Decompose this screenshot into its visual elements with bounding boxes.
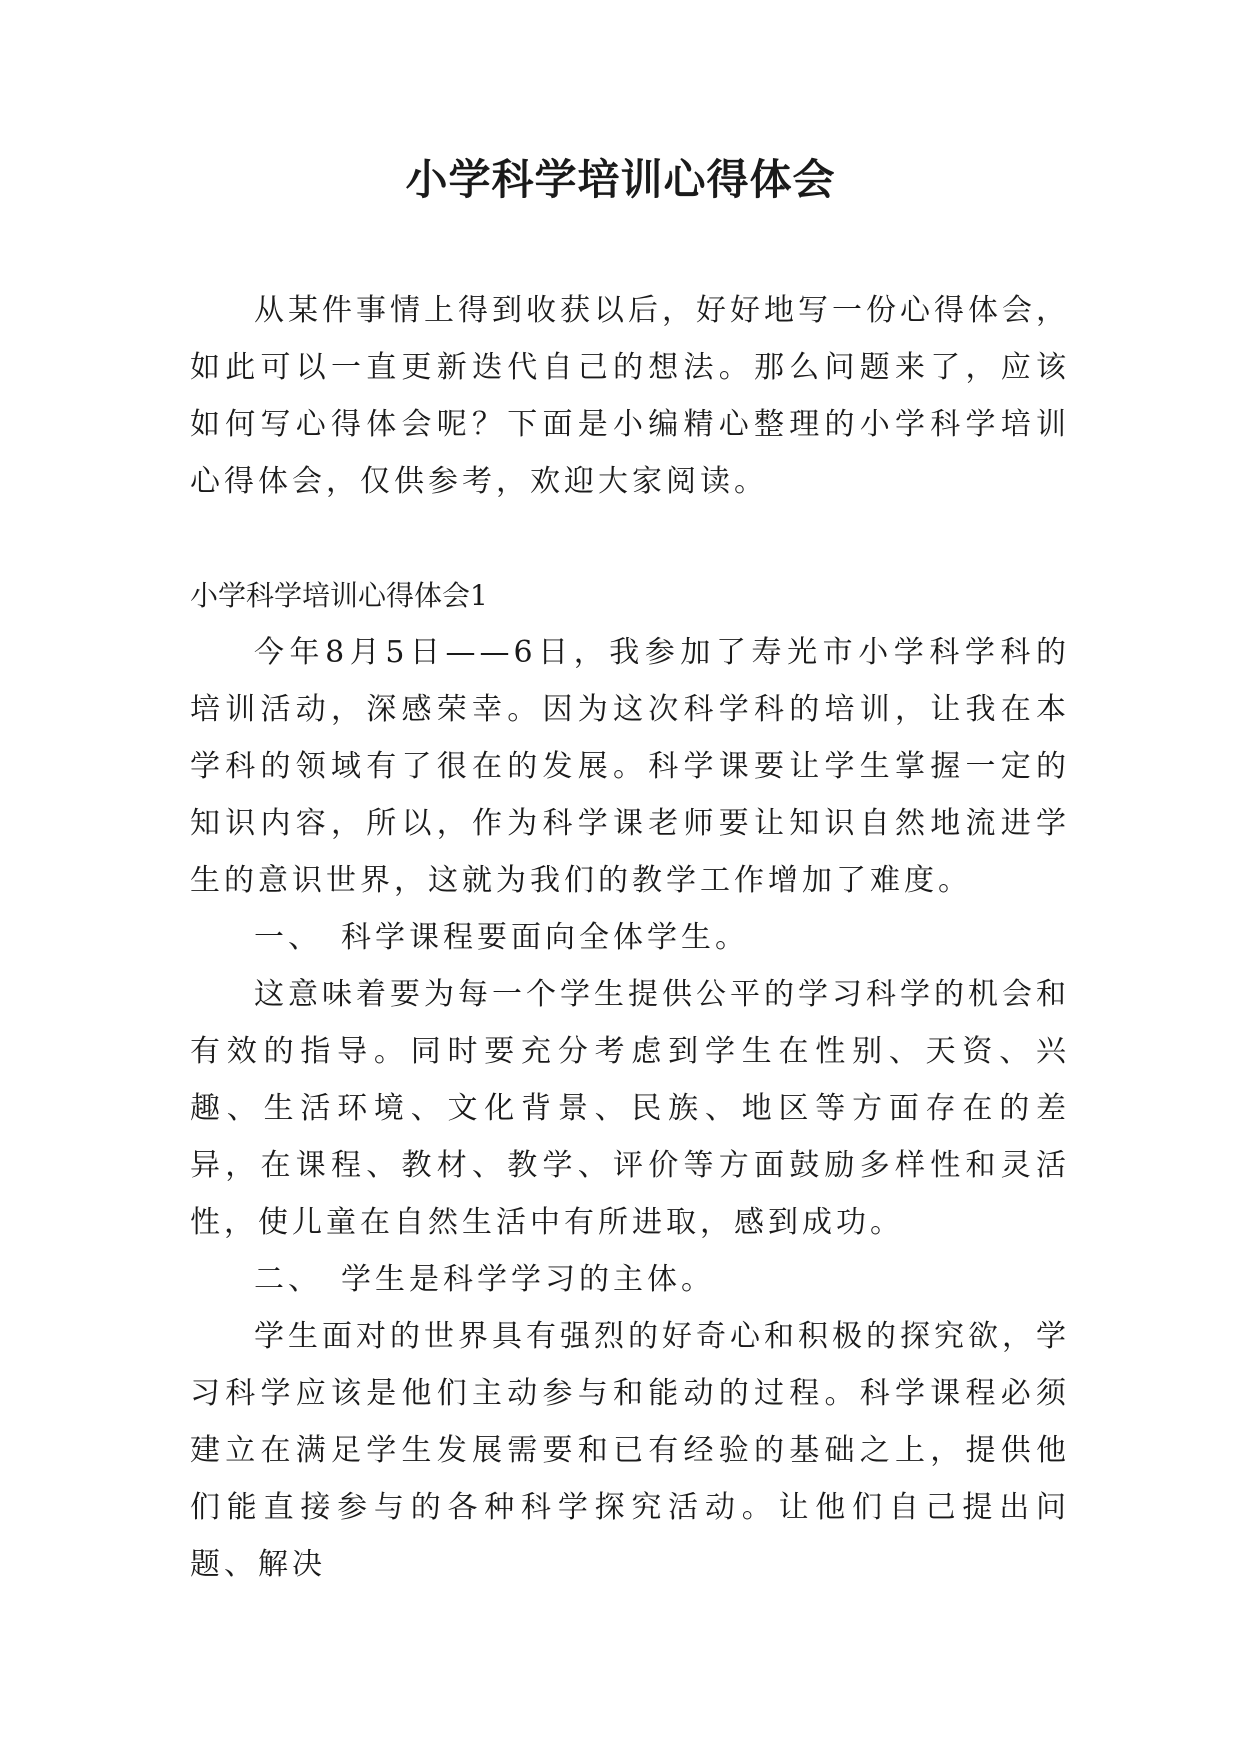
point-heading-1: 一、 科学课程要面向全体学生。 [254,920,749,955]
page-title: 小学科学培训心得体会 [405,155,836,204]
paragraph-1: 今年8月5日——6日，我参加了寿光市小学科学科的培训活动，深感荣幸。因为这次科学科的培训，让我在本学科的领域有了很在的发展。科学课要让学生掌握一定的知识内容，所以，作为科学课老师要让知识自然地流进学生的意识世界，这就为我们的教学工作增加了难度。 [190,635,1070,898]
point-heading-2: 二、 学生是科学学习的主体。 [254,1262,715,1297]
intro-paragraph: 从某件事情上得到收获以后，好好地写一份心得体会，如此可以一直更新迭代自己的想法。那么问题来了，应该如何写心得体会呢？下面是小编精心整理的小学科学培训心得体会，仅供参考，欢迎大家阅读。 [190,293,1070,499]
document-body [190,282,1070,1593]
paragraph-3: 学生面对的世界具有强烈的好奇心和积极的探究欲，学习科学应该是他们主动参与和能动的过程。科学课程必须建立在满足学生发展需要和已有经验的基础之上，提供他们能直接参与的各种科学探究活动。让他们自己提出问题、解决 [190,1319,1070,1582]
paragraph-2: 这意味着要为每一个学生提供公平的学习科学的机会和有效的指导。同时要充分考虑到学生在性别、天资、兴趣、生活环境、文化背景、民族、地区等方面存在的差异，在课程、教材、教学、评价等方面鼓励多样性和灵活性，使儿童在自然生活中有所进取，感到成功。 [190,977,1070,1240]
section-heading: 小学科学培训心得体会1 [190,579,488,612]
